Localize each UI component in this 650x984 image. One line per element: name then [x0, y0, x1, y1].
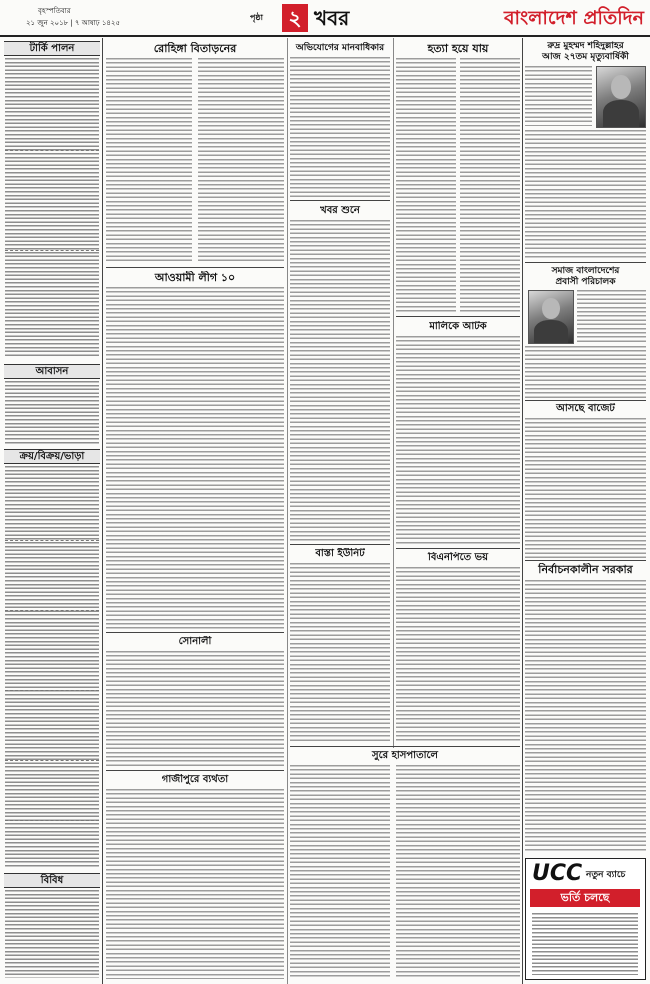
profile-shoulders — [534, 320, 567, 343]
story-divider — [290, 200, 390, 201]
story-divider — [106, 267, 284, 268]
story-body — [460, 58, 520, 313]
notice-headline: আসছে বাজেট — [556, 403, 615, 414]
classified-body — [5, 890, 99, 978]
story-divider — [396, 548, 520, 549]
divider — [5, 610, 99, 611]
column-rule — [393, 38, 394, 748]
classifieds-title: টার্কি পালন — [4, 41, 100, 56]
masthead: বাংলাদেশ প্রতিদিন — [503, 7, 644, 29]
story-unit — [290, 546, 390, 744]
section-title: খবর — [314, 6, 350, 30]
portrait-photo — [596, 66, 646, 128]
story-hospital — [290, 748, 520, 980]
classified-body — [5, 466, 99, 868]
profile-headline: সমাজ বাংলাদেশের — [551, 266, 620, 276]
story-body — [396, 567, 520, 743]
story-sonali — [106, 634, 284, 768]
ad-line-new-batch: নতুন ব্যাচে — [586, 870, 626, 880]
story-bnp — [396, 550, 520, 744]
divider — [5, 250, 99, 251]
story-headline: হত্যা হয়ে যায় — [427, 42, 489, 55]
story-divider — [525, 262, 646, 263]
divider — [5, 760, 99, 761]
column-rule — [287, 38, 288, 984]
story-body — [396, 336, 520, 546]
column-rule — [522, 38, 523, 984]
election-body — [525, 580, 646, 852]
story-divider — [525, 400, 646, 401]
story-body — [396, 765, 520, 979]
story-headline: রোহিঙ্গা বিতাড়নের — [153, 42, 237, 55]
ucc-advertisement — [525, 858, 646, 980]
story-news-heard — [290, 203, 390, 543]
story-body — [106, 287, 284, 629]
story-divider — [290, 746, 520, 747]
divider — [5, 820, 99, 821]
ad-line-admission: ভর্তি চলছে — [560, 891, 610, 904]
ad-brand: UCC — [532, 861, 583, 886]
header-rule — [0, 35, 650, 37]
profile-body — [525, 346, 646, 398]
story-divider — [106, 632, 284, 633]
column-rule — [102, 38, 103, 984]
story-body — [106, 651, 284, 767]
classified-body — [5, 58, 99, 358]
story-body — [106, 58, 192, 263]
divider — [5, 150, 99, 151]
classified-body — [5, 381, 99, 445]
classifieds-section-buy-sell-rent: ক্রয়/বিক্রয়/ভাড়া — [4, 449, 100, 464]
feature-headline: রুদ্র মুহম্মদ শহিদুল্লাহর — [547, 41, 624, 51]
page-label: পৃষ্ঠা — [250, 13, 263, 22]
ad-details — [532, 913, 638, 975]
story-rohingya — [106, 40, 284, 265]
divider — [5, 690, 99, 691]
classifieds-section-housing: আবাসন — [4, 364, 100, 379]
page-number-box — [282, 4, 308, 32]
story-headline: বিএনপিতে ভয় — [428, 552, 488, 563]
story-headline: সুরে হাসপাতালে — [372, 750, 438, 761]
story-body — [198, 58, 284, 263]
story-body — [290, 765, 390, 979]
feature-body — [525, 130, 646, 260]
notice-body — [525, 418, 646, 558]
story-awami-league — [106, 269, 284, 631]
story-headline: আওয়ামী লীগ ১০ — [154, 271, 236, 284]
story-body — [106, 789, 284, 979]
story-body — [290, 563, 390, 743]
story-body — [290, 220, 390, 542]
story-divider — [525, 560, 646, 561]
story-headline: গাজীপুরে ব্যর্থতা — [161, 774, 229, 785]
election-headline: নির্বাচনকালীন সরকার — [538, 563, 633, 576]
story-owner-arrested — [396, 319, 520, 547]
portrait-shoulders — [603, 100, 639, 127]
story-headline: খবর শুনে — [320, 205, 360, 216]
story-divider — [106, 770, 284, 771]
story-headline: বাস্তা ইউনিট — [315, 548, 365, 559]
ad-admission-banner — [530, 889, 640, 907]
story-divider — [396, 316, 520, 317]
story-human-rights — [290, 40, 390, 198]
profile-headline: প্রবাসী পরিচালক — [555, 277, 616, 287]
story-headline: সোনালী — [178, 636, 212, 647]
weekday: বৃহস্পতিবার — [38, 7, 71, 15]
profile-body — [577, 290, 646, 342]
feature-body — [525, 66, 592, 126]
profile-face — [542, 298, 560, 319]
profile-photo — [528, 290, 574, 344]
story-gazipur — [106, 772, 284, 980]
story-body — [396, 58, 456, 313]
story-body — [290, 57, 390, 197]
feature-headline: আজ ২৭তম মৃত্যুবার্ষিকী — [542, 52, 629, 62]
page-number: ২ — [288, 6, 302, 30]
issue-date: ২১ জুন ২০১৮ | ৭ আষাঢ় ১৪২৫ — [26, 19, 121, 27]
story-divider — [290, 544, 390, 545]
portrait-face — [611, 75, 630, 99]
story-murder — [396, 40, 520, 315]
story-headline: মালিকে আটক — [429, 321, 487, 332]
story-headline: অভিযোগের মানবাধিকার — [295, 43, 385, 53]
divider — [5, 540, 99, 541]
classifieds-section-misc: বিবিধ — [4, 873, 100, 888]
